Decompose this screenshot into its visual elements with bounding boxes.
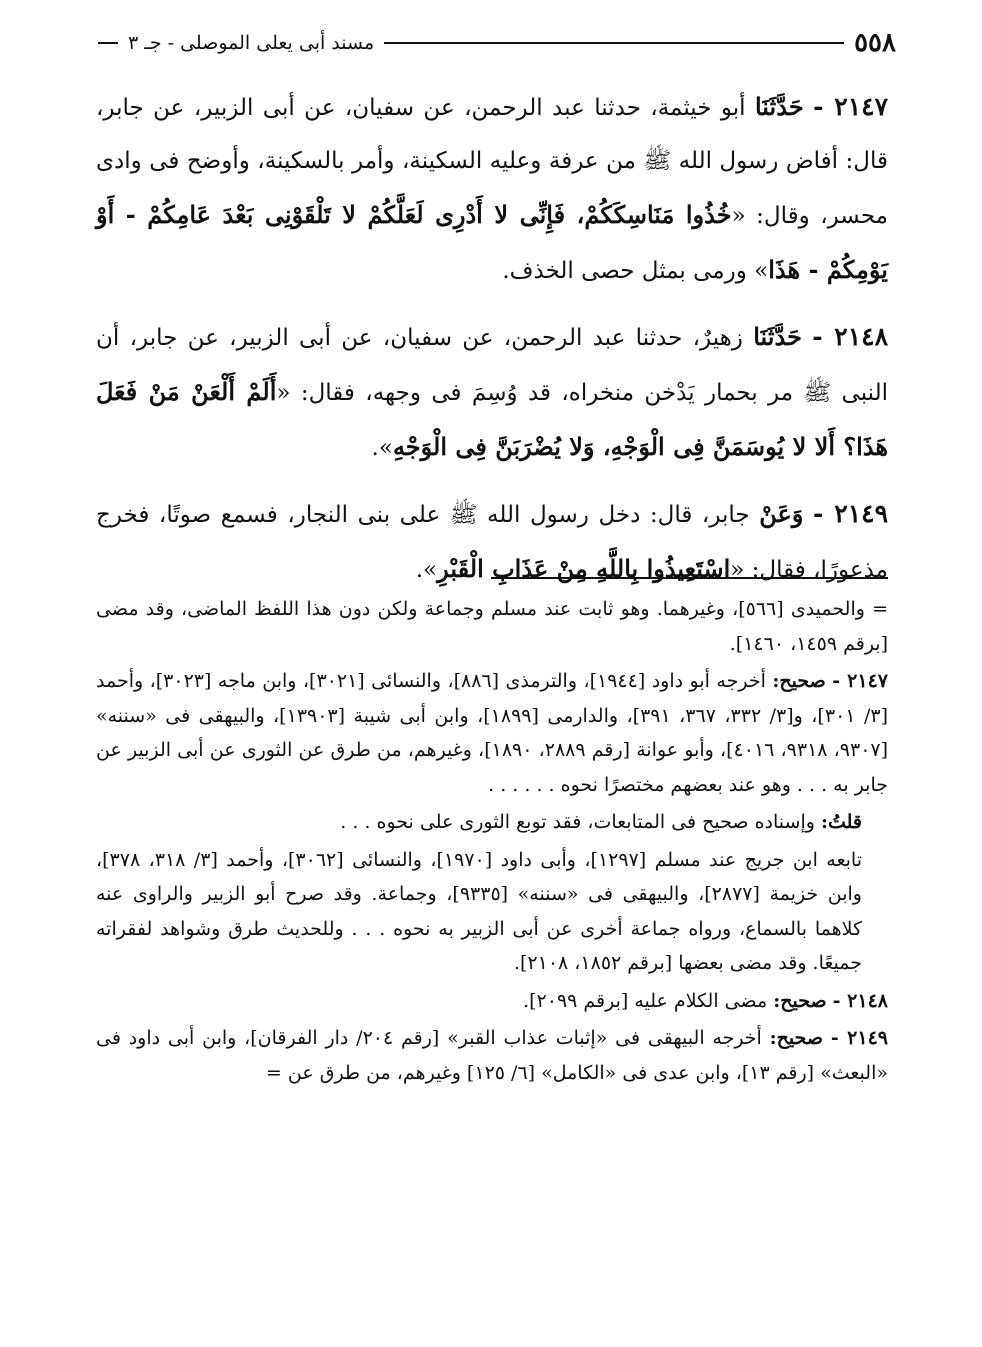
hadith-number: ٢١٤٩ - — [812, 499, 889, 528]
footnote-continued — [96, 592, 888, 661]
header-rule — [384, 42, 844, 44]
grading-label: صحيح: — [773, 989, 827, 1012]
hadith-opening: وَعَنْ — [759, 499, 804, 528]
footnote-2147 — [96, 664, 888, 802]
footnote-corroboration — [96, 843, 888, 981]
hadith-matn-quote: اسْتَعِيذُوا بِاللَّهِ مِنْ عَذَابِ الْقَبْرِ — [437, 554, 731, 583]
footnote-number: ٢١٤٧ - — [832, 670, 888, 692]
hadith-number: ٢١٤٧ - — [813, 92, 889, 121]
running-title: مسند أبى يعلى الموصلى - جـ ٣ — [128, 32, 375, 54]
hadith-2148 — [96, 310, 888, 475]
hadith-text-block — [96, 80, 888, 609]
hadith-closing: » ورمى بمثل حصى الخذف. — [502, 258, 769, 284]
footnotes — [96, 592, 888, 1093]
footnote-divider — [491, 577, 888, 579]
hadith-isnad: جابر، قال: دخل رسول الله ﷺ على بنى النجار، فسمع صوتًا، فخرج مذعورًا، فقال: « — [96, 502, 888, 583]
running-header — [98, 26, 896, 60]
hadith-matn-quote: أَلَمْ أَلْعَنْ مَنْ فَعَلَ هَذَا؟ أَلا لا يُوسَمَنَّ فِى الْوَجْهِ، وَلا يُضْرَبَنَّ فِى الْوَجْهِ — [96, 377, 888, 461]
footnote-text: والحميدى [٥٦٦]، وغيرهما. وهو ثابت عند مسلم وجماعة ولكن دون هذا اللفظ الماضى، وقد مضى [برقم ١٤٥٩، ١٤٦٠]. — [96, 598, 888, 655]
footnote-text: تابعه ابن جريج عند مسلم [١٢٩٧]، وأبى داود [١٩٧٠]، والنسائى [٣٠٦٢]، وأحمد [٣/ ٣١٨، ٣٧٨]، وابن خزيمة [٢٨٧٧]، والبيهقى فى «سننه» [٩٣٣٥]، وجماعة. وقد صرح أبو الزبير والراوى عنه كلاهما بالسماع، ورواه جماعة أخرى عن أبى الزبير به نحوه . . . وللحديث طرق وشواهد لفقراته جميعًا. وقد مضى بعضها [برقم ١٨٥٢، ٢١٠٨]. — [96, 848, 863, 974]
comment-label: قلتُ: — [820, 811, 862, 833]
footnote-number: ٢١٤٩ - — [830, 1027, 888, 1049]
hadith-2149 — [96, 487, 888, 597]
footnote-number: ٢١٤٨ - — [832, 989, 888, 1012]
footnote-text: أخرجه أبو داود [١٩٤٤]، والترمذى [٨٨٦]، والنسائى [٣٠٢١]، وابن ماجه [٣٠٢٣]، وأحمد [٣/ ٣٠١]، و[٣/ ٣٣٢، ٣٦٧، ٣٩١]، والدارمى [١٨٩٩]، وابن أبى شيبة [١٣٩٠٣]، والبيهقى فى «سننه» [٩٣٠٧، ٩٣١٨، ٤٠١٦]، وأبو عوانة [رقم ٢٨٨٩، ١٨٩٠]، وغيرهم، من طرق عن الثورى عن أبى الزبير عن جابر به . . . وهو عند بعضهم مختصرًا نحوه . . . . . . — [96, 670, 889, 796]
hadith-opening: حَدَّثَنَا — [754, 92, 804, 121]
hadith-isnad: أبو خيثمة، حدثنا عبد الرحمن، عن سفيان، عن أبى الزبير، عن جابر، قال: أفاض رسول الله ﷺ من عرفة وعليه السكينة، وأمر بالسكينة، وأوضح فى وادى محسر، وقال: « — [96, 95, 888, 229]
footnote-comment — [96, 805, 888, 840]
hadith-isnad: زهيرٌ، حدثنا عبد الرحمن، عن سفيان، عن أبى الزبير، عن جابر، أن النبى ﷺ مر بحمار يَدْخن منخراه، قد وُسِمَ فى وجهه، فقال: « — [96, 325, 888, 406]
hadith-matn-quote: خُذُوا مَنَاسِكَكُمْ، فَإِنِّى لا أَدْرِى لَعَلَّكُمْ لا تَلْقَوْنِى بَعْدَ عَامِكُمْ - أَوْ يَوْمِكُمْ - هَذَا — [96, 200, 888, 284]
hadith-number: ٢١٤٨ - — [812, 322, 889, 351]
footnote-text: وإسناده صحيح فى المتابعات، فقد توبع الثورى على نحوه . . . — [340, 811, 815, 833]
hadith-closing: ». — [415, 557, 438, 583]
hadith-closing: ». — [371, 435, 393, 461]
footnote-2149 — [96, 1021, 888, 1090]
page-number: ٥٥٨ — [854, 28, 896, 58]
footnote-2148 — [96, 984, 888, 1019]
hadith-2147 — [96, 80, 888, 298]
hadith-opening: حَدَّثَنَا — [753, 322, 802, 351]
footnote-text: أخرجه البيهقى فى «إثبات عذاب القبر» [رقم ٢٠٤/ دار الفرقان]، وابن أبى داود فى «البعث» [رقم ١٣]، وابن عدى فى «الكامل» [٦/ ١٢٥] وغيرهم، من طرق عن = — [96, 1027, 888, 1084]
grading-label: صحيح: — [772, 670, 826, 692]
continuation-mark: = — [872, 598, 888, 620]
header-rule-end — [98, 42, 118, 44]
footnote-text: مضى الكلام عليه [برقم ٢٠٩٩]. — [523, 989, 768, 1012]
grading-label: صحيح: — [769, 1027, 824, 1049]
